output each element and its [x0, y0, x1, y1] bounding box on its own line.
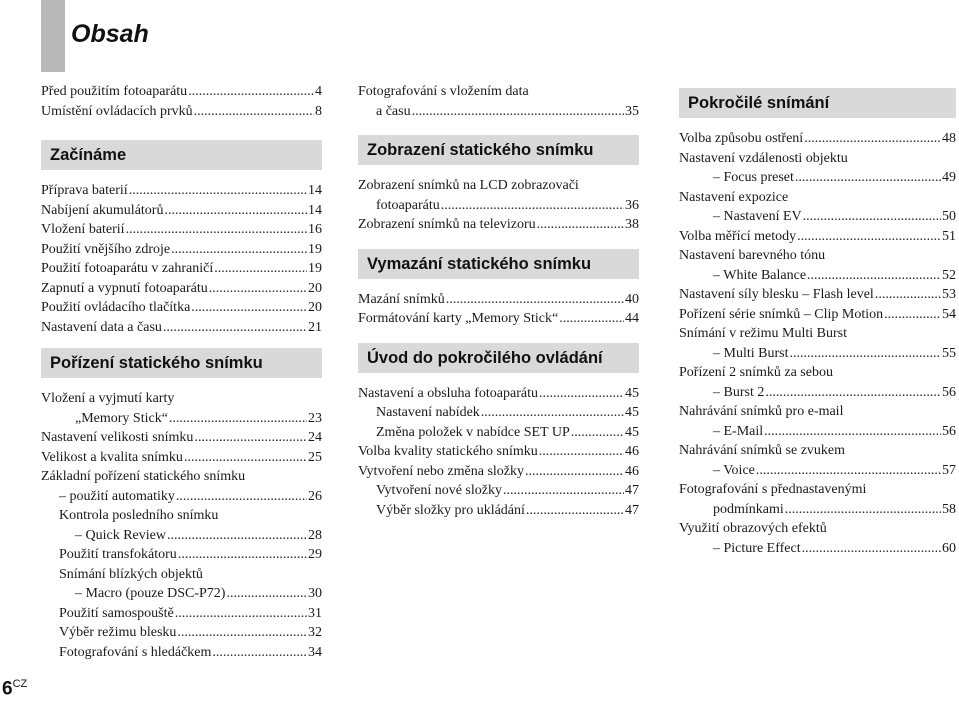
toc-entry[interactable]: Použití ovládacího tlačítka ..... 20	[41, 298, 322, 318]
toc-entry[interactable]: Umístění ovládacích prvků ..... 8	[41, 102, 322, 122]
toc-entry[interactable]: Změna položek v nabídce SET UP ..... 45	[358, 423, 639, 443]
toc-entry[interactable]: „Memory Stick“ ..... 23	[41, 409, 322, 429]
toc-entry[interactable]: – Voice ..... 57	[679, 461, 956, 481]
toc-entry[interactable]: – Quick Review ..... 28	[41, 526, 322, 546]
toc-column-2	[358, 82, 639, 520]
toc-entry[interactable]: Nastavení síly blesku – Flash level ..... 53	[679, 285, 956, 305]
toc-entry-line: Snímání v režimu Multi Burst	[679, 326, 847, 341]
page-title: Obsah	[71, 20, 149, 48]
toc-entry[interactable]: Nastavení velikosti snímku ..... 24	[41, 428, 322, 448]
section-heading: Začínáme	[41, 140, 322, 170]
toc-entry[interactable]: Mazání snímků ..... 40	[358, 290, 639, 310]
header-bar	[41, 0, 65, 72]
toc-entry-line: Pořízení 2 snímků za sebou	[679, 365, 833, 380]
toc-entry[interactable]: – White Balance ..... 52	[679, 266, 956, 286]
toc-entry-line: Využití obrazových efektů	[679, 521, 827, 536]
toc-entry[interactable]: podmínkami ..... 58	[679, 500, 956, 520]
toc-entry-line: Základní pořízení statického snímku	[41, 469, 246, 484]
toc-entry-line: Fotografování s přednastavenými	[679, 482, 867, 497]
toc-column-3	[679, 88, 956, 558]
toc-entry-line: Fotografování s vložením data	[358, 84, 529, 99]
toc-entry[interactable]: Použití samospouště ..... 31	[41, 604, 322, 624]
toc-entry-line: Nahrávání snímků pro e-mail	[679, 404, 844, 419]
toc-entry-line: Nastavení vzdálenosti objektu	[679, 150, 848, 166]
toc-entry[interactable]: – Multi Burst ..... 55	[679, 344, 956, 364]
toc-entry[interactable]: Formátování karty „Memory Stick“ ..... 44	[358, 309, 639, 329]
toc-entry[interactable]: Vložení baterií ..... 16	[41, 220, 322, 240]
toc-entry[interactable]: Před použitím fotoaparátu ..... 4	[41, 82, 322, 102]
toc-entry[interactable]: – Focus preset ..... 49	[679, 168, 956, 188]
section-heading: Pokročilé snímání	[679, 88, 956, 118]
toc-entry[interactable]: Pořízení série snímků – Clip Motion ..... 54	[679, 305, 956, 325]
toc-entry-line: Kontrola posledního snímku	[59, 508, 219, 523]
toc-entry[interactable]: Výběr složky pro ukládání ..... 47	[358, 501, 639, 521]
toc-entry-line: Snímání blízkých objektů	[59, 566, 203, 582]
toc-entry[interactable]: Volba měřící metody ..... 51	[679, 227, 956, 247]
toc-entry-line: Nastavení expozice	[679, 189, 789, 205]
toc-entry[interactable]: – Nastavení EV ..... 50	[679, 207, 956, 227]
toc-entry[interactable]: Zobrazení snímků na televizoru ..... 38	[358, 215, 639, 235]
toc-entry[interactable]: Použití fotoaparátu v zahraničí ..... 19	[41, 259, 322, 279]
section-heading: Pořízení statického snímku	[41, 348, 322, 378]
toc-entry[interactable]: – použití automatiky ..... 26	[41, 487, 322, 507]
toc-entry[interactable]: Nastavení data a času ..... 21	[41, 318, 322, 338]
section-heading: Zobrazení statického snímku	[358, 135, 639, 165]
toc-entry[interactable]: a času ..... 35	[358, 102, 639, 122]
toc-entry[interactable]: Nastavení a obsluha fotoaparátu ..... 45	[358, 384, 639, 404]
page-header	[41, 0, 959, 72]
toc-entry[interactable]: Velikost a kvalita snímku ..... 25	[41, 448, 322, 468]
toc-entry[interactable]: Nastavení nabídek ..... 45	[358, 403, 639, 423]
toc-entry[interactable]: Vytvoření nové složky ..... 47	[358, 481, 639, 501]
toc-entry[interactable]: – Burst 2 ..... 56	[679, 383, 956, 403]
page-number-suffix: CZ	[12, 678, 28, 690]
toc-entry-line: Nastavení barevného tónu	[679, 248, 826, 263]
toc-entry[interactable]: Příprava baterií ..... 14	[41, 181, 322, 201]
toc-entry[interactable]: Zapnutí a vypnutí fotoaparátu ..... 20	[41, 279, 322, 299]
toc-entry[interactable]: Volba způsobu ostření ..... 48	[679, 129, 956, 149]
toc-entry[interactable]: Fotografování s hledáčkem ..... 34	[41, 643, 322, 663]
toc-entry[interactable]: Vytvoření nebo změna složky ..... 46	[358, 462, 639, 482]
toc-entry[interactable]: Použití vnějšího zdroje ..... 19	[41, 240, 322, 260]
page-number: $6^{CZ}$	[2, 678, 28, 700]
toc-entry-line: Nahrávání snímků se zvukem	[679, 443, 846, 458]
toc-entry-line: Vložení a vyjmutí karty	[41, 391, 175, 406]
toc-entry-line: Zobrazení snímků na LCD zobrazovači	[358, 178, 579, 193]
toc-entry[interactable]: Výběr režimu blesku ..... 32	[41, 623, 322, 643]
toc-entry[interactable]: Nabíjení akumulátorů ..... 14	[41, 201, 322, 221]
toc-entry[interactable]: – Macro (pouze DSC-P72) ..... 30	[41, 584, 322, 604]
section-heading: Úvod do pokročilého ovládání	[358, 343, 639, 373]
toc-entry[interactable]: fotoaparátu ..... 36	[358, 196, 639, 216]
section-heading: Vymazání statického snímku	[358, 249, 639, 279]
toc-column-1	[41, 82, 322, 662]
toc-entry[interactable]: – Picture Effect ..... 60	[679, 539, 956, 559]
toc-entry[interactable]: Volba kvality statického snímku ..... 46	[358, 442, 639, 462]
toc-entry[interactable]: – E-Mail ..... 56	[679, 422, 956, 442]
toc-entry[interactable]: Použití transfokátoru ..... 29	[41, 545, 322, 565]
